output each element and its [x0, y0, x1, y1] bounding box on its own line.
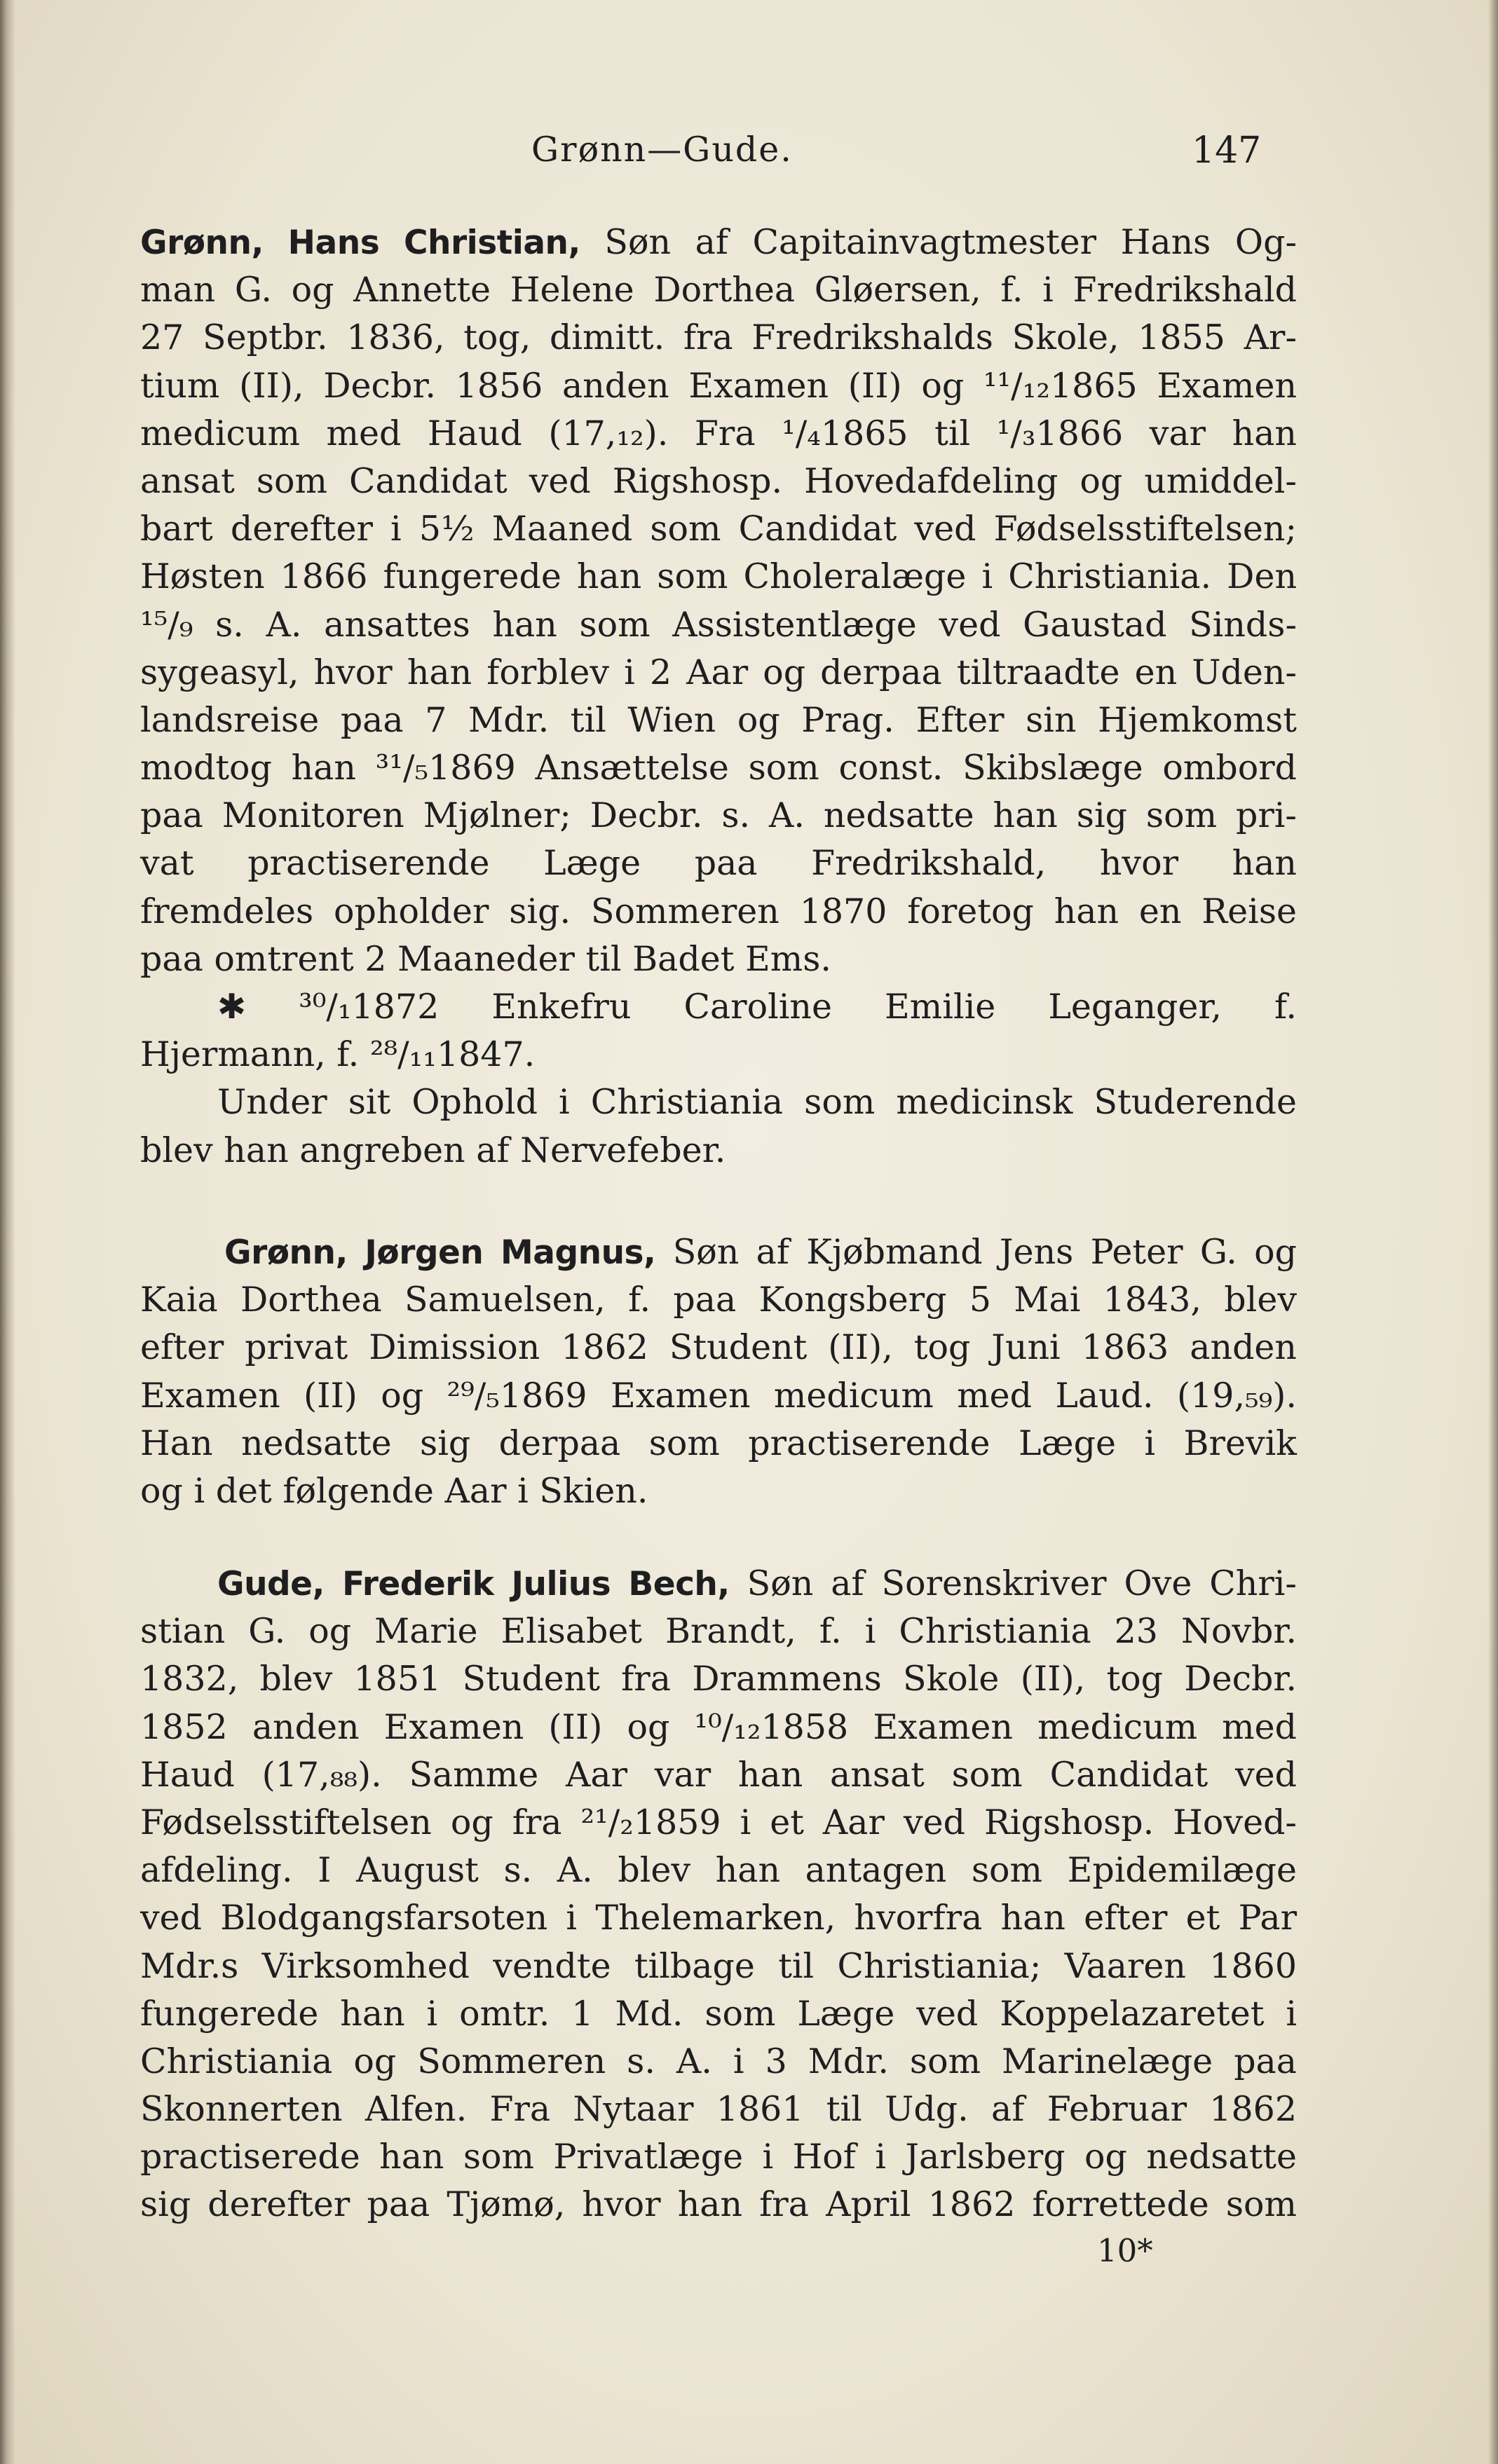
entry-line: Gude, Frederik Julius Bech, Søn af Sorenskriver Ove Chri-	[217, 1563, 1297, 1603]
entry-line: Grønn, Hans Christian, Søn af Capitainvagtmester Hans Og-	[140, 222, 1297, 262]
entry-line: Christiania og Sommeren s. A. i 3 Mdr. som Marinelæge paa	[140, 2041, 1297, 2081]
entry-gronn-jorgen-magnus	[140, 1228, 1297, 1515]
entry-line: Under sit Ophold i Christiania som medicinsk Studerende	[217, 1082, 1297, 1123]
entry-line: sygeasyl, hvor han forblev i 2 Aar og derpaa tiltraadte en Uden-	[140, 652, 1297, 692]
entry-line: ansat som Candidat ved Rigshosp. Hovedafdeling og umiddel-	[140, 460, 1297, 501]
entry-name: Grønn, Jørgen Magnus,	[224, 1233, 656, 1272]
entry-line: bart derefter i 5½ Maaned som Candidat ved Fødselsstiftelsen;	[140, 509, 1297, 549]
entry-line: landsreise paa 7 Mdr. til Wien og Prag. Efter sin Hjemkomst	[140, 699, 1297, 740]
entry-line: og i det følgende Aar i Skien.	[140, 1470, 648, 1511]
running-title: Grønn—Gude.	[531, 130, 793, 170]
entry-line: Mdr.s Virksomhed vendte tilbage til Christiania; Vaaren 1860	[140, 1945, 1297, 1986]
entry-line: Kaia Dorthea Samuelsen, f. paa Kongsberg 5 Mai 1843, blev	[140, 1280, 1297, 1320]
running-head	[0, 130, 1498, 179]
entry-name: Grønn, Hans Christian,	[140, 224, 580, 262]
entry-line: ved Blodgangsfarsoten i Thelemarken, hvorfra han efter et Par	[140, 1898, 1297, 1938]
entry-line: 1852 anden Examen (II) og ¹⁰/₁₂1858 Examen medicum med	[140, 1706, 1297, 1747]
entry-line: modtog han ³¹/₅1869 Ansættelse som const. Skibslæge ombord	[140, 748, 1297, 788]
entry-line: Haud (17,₈₈). Samme Aar var han ansat som Candidat ved	[140, 1754, 1297, 1795]
entry-line: Grønn, Jørgen Magnus, Søn af Kjøbmand Jens Peter G. og	[224, 1232, 1297, 1272]
entry-line-marriage: ✱ ³⁰/₁1872 Enkefru Caroline Emilie Leganger, f.	[217, 987, 1297, 1027]
entry-gronn-hans-christian	[140, 219, 1297, 1175]
entry-line: ¹⁵/₉ s. A. ansattes han som Assistentlæge ved Gaustad Sinds-	[140, 604, 1297, 645]
entry-line: fungerede han i omtr. 1 Md. som Læge ved Koppelazaretet i	[140, 1993, 1297, 2034]
entry-line: Hjermann, f. ²⁸/₁₁1847.	[140, 1034, 536, 1075]
signature-mark: 10*	[1097, 2232, 1153, 2269]
entry-gude-frederik-julius-bech	[140, 1560, 1297, 2229]
entry-line: practiserede han som Privatlæge i Hof i Jarlsberg og nedsatte	[140, 2137, 1297, 2177]
entry-line: sig derefter paa Tjømø, hvor han fra April 1862 forrettede som	[140, 2184, 1297, 2225]
entry-name: Gude, Frederik Julius Bech,	[217, 1565, 730, 1603]
entry-line: man G. og Annette Helene Dorthea Gløersen, f. i Fredrikshald	[140, 270, 1297, 310]
entry-line: fremdeles opholder sig. Sommeren 1870 foretog han en Reise	[140, 891, 1297, 931]
entry-line: Fødselsstiftelsen og fra ²¹/₂1859 i et Aar ved Rigshosp. Hoved-	[140, 1802, 1297, 1842]
entry-line: efter privat Dimission 1862 Student (II), tog Juni 1863 anden	[140, 1327, 1297, 1368]
entry-line: tium (II), Decbr. 1856 anden Examen (II) og ¹¹/₁₂1865 Examen	[140, 365, 1297, 406]
page-edge-shadow-right	[1488, 0, 1498, 2464]
entry-line: afdeling. I August s. A. blev han antagen som Epidemilæge	[140, 1850, 1297, 1891]
entry-line: Skonnerten Alfen. Fra Nytaar 1861 til Udg. af Februar 1862	[140, 2089, 1297, 2130]
entry-line: 1832, blev 1851 Student fra Drammens Skole (II), tog Decbr.	[140, 1659, 1297, 1699]
entry-line: blev han angreben af Nervefeber.	[140, 1130, 726, 1170]
entry-line: paa Monitoren Mjølner; Decbr. s. A. nedsatte han sig som pri-	[140, 795, 1297, 836]
page-number: 147	[1192, 130, 1262, 172]
entry-line: Examen (II) og ²⁹/₅1869 Examen medicum med Laud. (19,₅₉).	[140, 1375, 1297, 1416]
entry-line: Han nedsatte sig derpaa som practiserende Læge i Brevik	[140, 1423, 1297, 1463]
entry-line: medicum med Haud (17,₁₂). Fra ¹/₄1865 til ¹/₃1866 var han	[140, 413, 1297, 453]
entry-line: paa omtrent 2 Maaneder til Badet Ems.	[140, 938, 831, 979]
page-edge-shadow	[0, 0, 15, 2464]
entry-line: vat practiserende Læge paa Fredrikshald, hvor han	[140, 843, 1297, 884]
entry-line: 27 Septbr. 1836, tog, dimitt. fra Fredrikshalds Skole, 1855 Ar-	[140, 317, 1297, 358]
entry-line: Høsten 1866 fungerede han som Choleralæge i Christiania. Den	[140, 556, 1297, 597]
entry-line: stian G. og Marie Elisabet Brandt, f. i Christiania 23 Novbr.	[140, 1611, 1297, 1652]
